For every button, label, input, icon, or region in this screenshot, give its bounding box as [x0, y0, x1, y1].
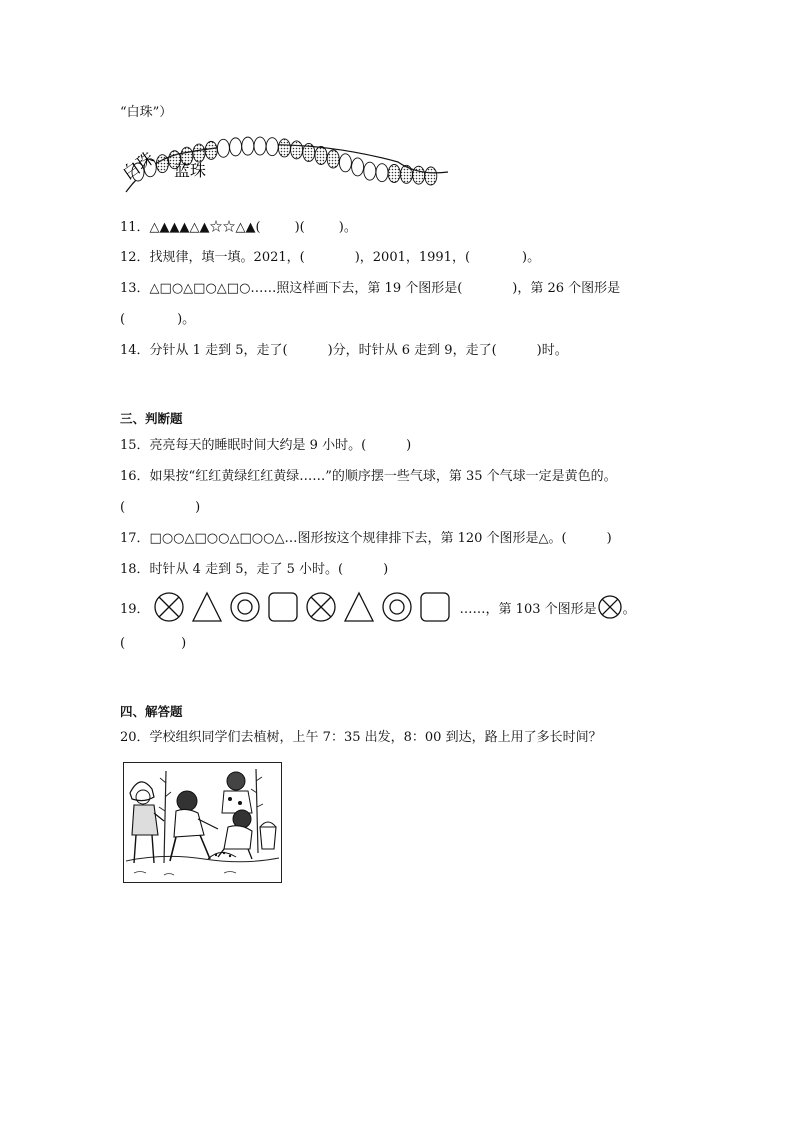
- question-13: [120, 280, 620, 298]
- white-bead-label: 白珠: [119, 148, 159, 185]
- q19-shape-sequence: [154, 592, 458, 622]
- q14-mid: )分，时针从 6 走到 9，走了(: [327, 343, 497, 358]
- question-17: [120, 530, 612, 548]
- q19-line2-open: (: [120, 636, 126, 651]
- circle-x-icon: [306, 592, 336, 622]
- white-bead: [230, 138, 242, 156]
- question-16: [120, 468, 617, 486]
- blue-bead: [315, 147, 327, 165]
- blue-bead: [425, 167, 437, 185]
- q13-text: 13．△□○△□○△□○……照这样画下去，第 19 个图形是(: [120, 281, 463, 296]
- q16-text: 16．如果按“红红黄绿红红黄绿……”的顺序摆一些气球，第 35 个气球一定是黄色的。: [120, 469, 617, 484]
- q19-number: 19．: [120, 601, 150, 617]
- triangle-icon: [344, 592, 374, 622]
- section-3-heading: 三、判断题: [120, 411, 183, 426]
- q16-line2-open: (: [120, 500, 126, 515]
- q19-line2-end: ): [181, 636, 187, 651]
- q15-text: 15．亮亮每天的睡眠时间大约是 9 小时。(: [120, 438, 367, 453]
- blue-bead: [291, 141, 303, 159]
- blue-bead: [156, 155, 168, 173]
- question-11: [120, 219, 357, 237]
- blue-bead: [193, 144, 205, 162]
- q17-text: 17．□○○△□○○△□○○△…图形按这个规律排下去，第 120 个图形是△。(: [120, 531, 567, 546]
- q14-end: )时。: [536, 343, 568, 358]
- question-13-line2: [120, 311, 195, 329]
- white-bead: [242, 137, 254, 155]
- blue-bead: [303, 143, 315, 161]
- q19-tail: [460, 595, 636, 619]
- triangle-icon: [192, 592, 222, 622]
- question-18: [120, 561, 388, 579]
- white-bead: [364, 162, 376, 180]
- question-14: [120, 342, 568, 360]
- q12-mid: )，2001，1991，(: [354, 250, 471, 265]
- double-circle-icon: [230, 592, 260, 622]
- q14-text: 14．分针从 1 走到 5，走了(: [120, 343, 288, 358]
- white-bead: [339, 154, 351, 172]
- q12-end: )。: [522, 250, 541, 265]
- circle-x-icon: [598, 595, 622, 619]
- q18-text: 18．时针从 4 走到 5，走了 5 小时。(: [120, 562, 344, 577]
- intro-quote: “白珠”）: [120, 105, 173, 120]
- blue-bead: [413, 166, 425, 184]
- q18-end: ): [383, 562, 389, 577]
- q11-mid: )(: [294, 220, 305, 235]
- white-bead: [254, 137, 266, 155]
- question-19: [120, 592, 636, 622]
- section-4-heading: 四、解答题: [120, 704, 183, 719]
- blue-bead: [205, 141, 217, 159]
- q16-line2-end: ): [195, 500, 201, 515]
- q13-line2-open: (: [120, 312, 126, 327]
- tree-planting-illustration: [123, 762, 282, 883]
- blue-bead: [327, 150, 339, 168]
- q19-tail-text: ……，第 103 个图形是: [459, 601, 597, 617]
- blue-bead: [400, 165, 412, 183]
- q12-text: 12．找规律，填一填。2021，(: [120, 250, 305, 265]
- q13-mid: )，第 26 个图形是: [512, 281, 621, 296]
- rounded-square-icon: [420, 592, 450, 622]
- blue-bead-label: 蓝珠: [174, 161, 207, 180]
- white-bead: [376, 164, 388, 182]
- blue-bead: [388, 165, 400, 183]
- question-12: [120, 249, 540, 267]
- q17-end: ): [606, 531, 612, 546]
- white-bead: [266, 138, 278, 156]
- question-16-line2: [120, 499, 200, 517]
- q19-tail-end: 。: [622, 601, 636, 617]
- rounded-square-icon: [268, 592, 298, 622]
- bead-string-figure: [118, 132, 458, 202]
- q11-text: 11．△▲▲▲△▲☆☆△▲(: [120, 220, 261, 235]
- question-20: 20．学校组织同学们去植树，上午 7：35 出发，8：00 到达，路上用了多长时间？: [120, 730, 602, 745]
- circle-x-icon: [154, 592, 184, 622]
- question-19-line2: [120, 635, 186, 653]
- white-bead: [217, 139, 229, 157]
- q13-line2-end: )。: [177, 312, 196, 327]
- q15-end: ): [406, 438, 412, 453]
- q11-end: )。: [338, 220, 357, 235]
- white-bead: [352, 158, 364, 176]
- double-circle-icon: [382, 592, 412, 622]
- question-15: [120, 437, 411, 455]
- blue-bead: [278, 139, 290, 157]
